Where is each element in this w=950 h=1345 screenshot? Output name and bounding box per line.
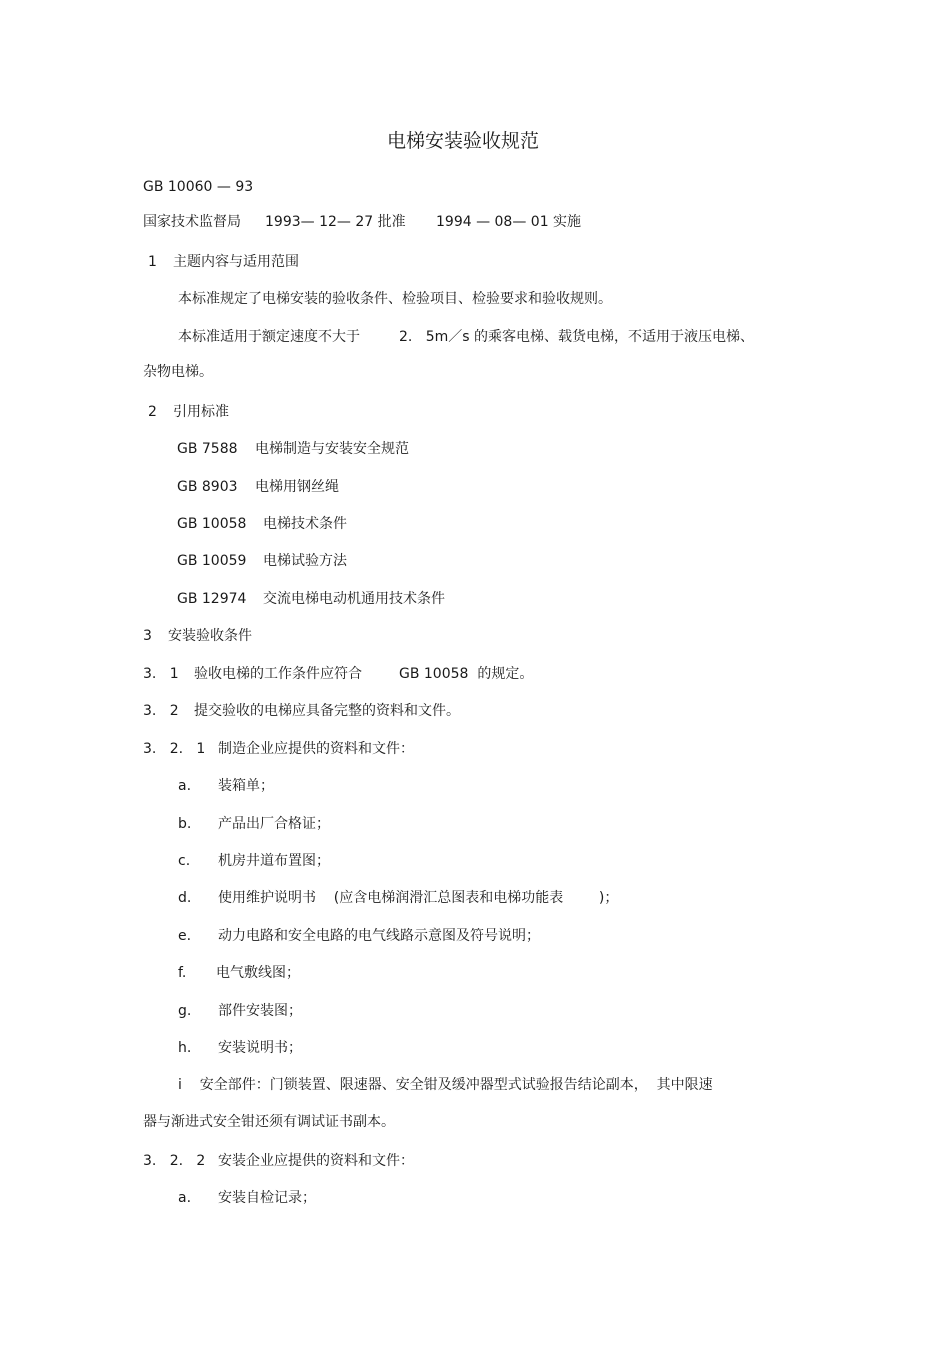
list-item-mark: d. xyxy=(178,890,192,906)
list-item: 安装说明书； xyxy=(218,1040,302,1056)
section-2-heading: 引用标准 xyxy=(173,404,229,420)
list-item-mark: c. xyxy=(178,853,191,869)
list-item: i 安全部件：门锁装置、限速器、安全钳及缓冲器型式试验报告结论副本， 其中限速 xyxy=(178,1077,713,1093)
paragraph: 杂物电梯。 xyxy=(143,364,213,380)
reference-title: 电梯技术条件 xyxy=(263,516,347,532)
section-3-heading: 安装验收条件 xyxy=(168,628,252,644)
list-item-continuation: 器与渐进式安全钳还须有调试证书副本。 xyxy=(143,1114,395,1130)
effective-date: 1994 — 08— 01 实施 xyxy=(436,214,582,230)
list-item-mark: h. xyxy=(178,1040,192,1056)
list-item: 装箱单； xyxy=(218,778,274,794)
clause-text: 安装企业应提供的资料和文件： xyxy=(218,1153,414,1169)
list-item-mark: a. xyxy=(178,1190,192,1206)
reference-code: GB 10058 xyxy=(177,516,247,532)
clause-text: 验收电梯的工作条件应符合 xyxy=(194,666,362,682)
list-item: 电气敷线图； xyxy=(216,965,300,981)
clause-number: 3. 2. 2 xyxy=(143,1153,206,1169)
approval-date: 1993— 12— 27 批准 xyxy=(265,214,406,230)
clause-number: 3. 1 xyxy=(143,666,179,682)
list-item-mark: g. xyxy=(178,1003,192,1019)
issuer: 国家技术监督局 xyxy=(143,214,241,230)
clause-text: GB 10058 的规定。 xyxy=(399,666,534,682)
standard-code: GB 10060 — 93 xyxy=(143,179,254,195)
list-item: 产品出厂合格证； xyxy=(218,816,330,832)
section-1-number: 1 xyxy=(148,254,157,270)
document-title: 电梯安装验收规范 xyxy=(387,130,540,152)
list-item: 部件安装图； xyxy=(218,1003,302,1019)
clause-text: 制造企业应提供的资料和文件： xyxy=(218,741,414,757)
reference-title: 电梯用钢丝绳 xyxy=(255,479,339,495)
clause-number: 3. 2 xyxy=(143,703,179,719)
reference-code: GB 8903 xyxy=(177,479,238,495)
list-item-mark: a. xyxy=(178,778,192,794)
reference-code: GB 12974 xyxy=(177,591,247,607)
reference-title: 交流电梯电动机通用技术条件 xyxy=(263,591,445,607)
paragraph: 本标准规定了电梯安装的验收条件、检验项目、检验要求和验收规则。 xyxy=(178,291,612,307)
clause-number: 3. 2. 1 xyxy=(143,741,206,757)
section-3-number: 3 xyxy=(143,628,152,644)
list-item-mark: b. xyxy=(178,816,192,832)
section-2-number: 2 xyxy=(148,404,157,420)
reference-title: 电梯制造与安装安全规范 xyxy=(255,441,409,457)
clause-text: 提交验收的电梯应具备完整的资料和文件。 xyxy=(194,703,460,719)
list-item: 动力电路和安全电路的电气线路示意图及符号说明； xyxy=(218,928,540,944)
list-item: 安装自检记录； xyxy=(218,1190,316,1206)
list-item: 使用维护说明书 (应含电梯润滑汇总图表和电梯功能表 )； xyxy=(218,890,619,906)
reference-code: GB 10059 xyxy=(177,553,247,569)
list-item-mark: f. xyxy=(178,965,187,981)
reference-title: 电梯试验方法 xyxy=(263,553,347,569)
list-item: 机房井道布置图； xyxy=(218,853,330,869)
list-item-mark: e. xyxy=(178,928,192,944)
reference-code: GB 7588 xyxy=(177,441,238,457)
paragraph: 2. 5m／s 的乘客电梯、载货电梯，不适用于液压电梯、 xyxy=(399,329,754,345)
section-1-heading: 主题内容与适用范围 xyxy=(173,254,299,270)
paragraph: 本标准适用于额定速度不大于 xyxy=(178,329,360,345)
